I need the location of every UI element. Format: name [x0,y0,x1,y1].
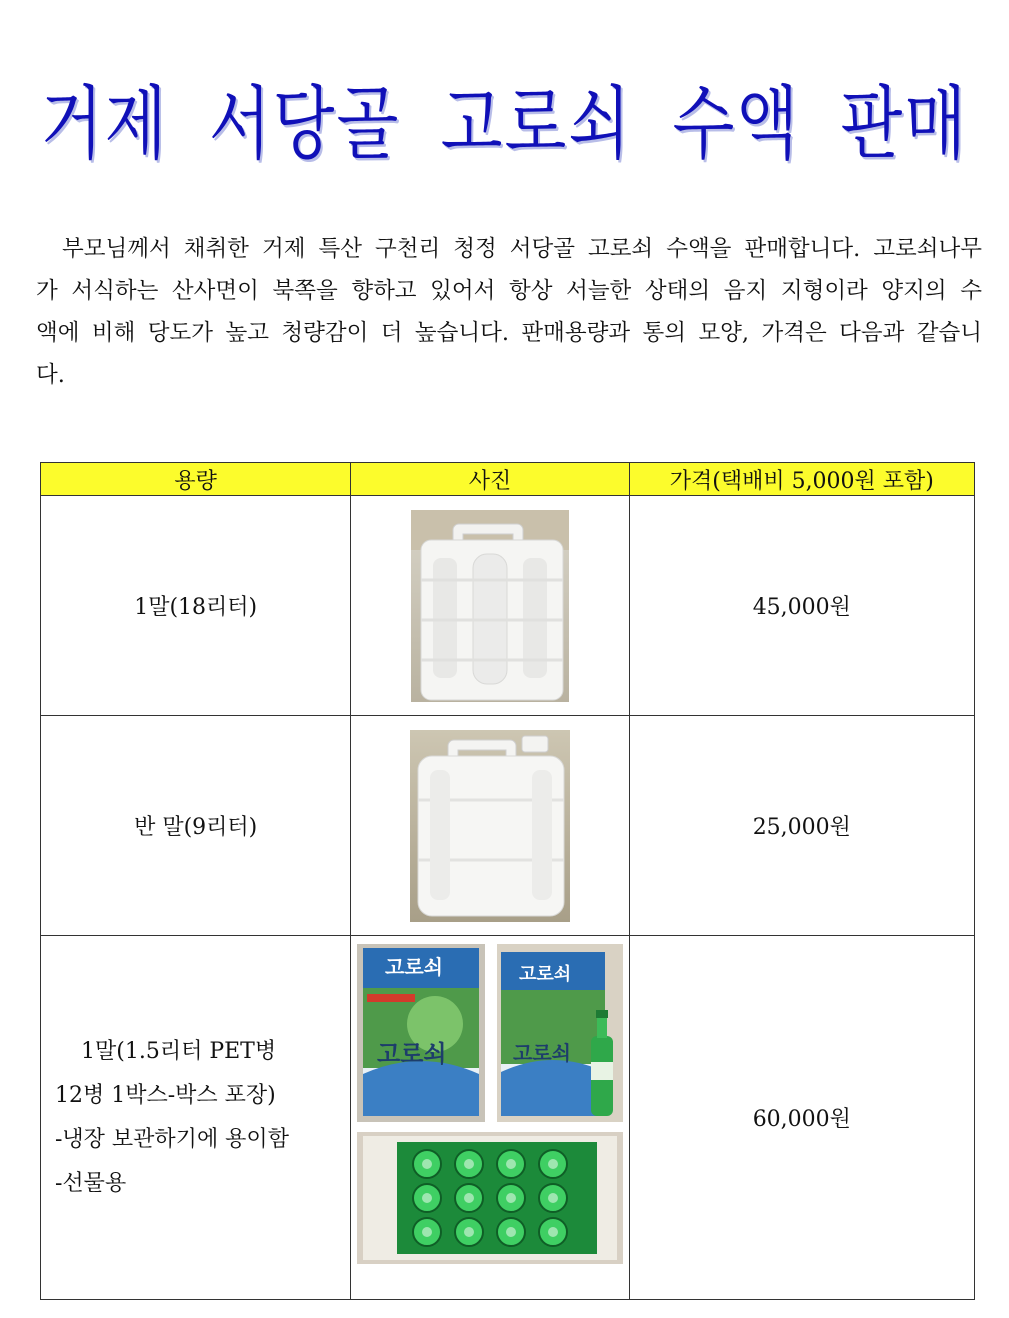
table-row [41,496,975,716]
capacity-cell: 1말(18리터) [41,496,351,716]
box-brand-text: 고로쇠 [384,955,443,979]
capacity-cell: 반 말(9리터) [41,716,351,936]
gift-box-photo-with-bottle [497,944,623,1122]
page-title: 거제 서당골 고로쇠 수액 판매 [40,78,969,172]
price-cell: 25,000원 [629,716,974,936]
gift-box-image [357,944,485,1122]
gift-box-photo-front [357,944,485,1122]
jerrycan-18l-photo [411,510,569,702]
table-row [41,716,975,936]
jerrycan-image [411,510,569,702]
capacity-line: 1말(1.5리터 PET병 [81,1038,277,1064]
header-capacity: 용량 [41,463,351,496]
photo-cell [351,936,629,1300]
box-brand-text-large: 고로쇠 [512,1041,571,1065]
capacity-line: -냉장 보관하기에 용이함 [55,1126,289,1152]
capacity-cell [41,936,351,1300]
price-cell: 60,000원 [629,936,974,1300]
price-cell: 45,000원 [629,496,974,716]
box-brand-text-large: 고로쇠 [376,1040,447,1068]
intro-paragraph: 부모님께서 채취한 거제 특산 구천리 청정 서당골 고로쇠 수액을 판매합니다. 고로쇠나무가 서식하는 산사면이 북쪽을 향하고 있어서 항상 서늘한 상태의 음지 지형이라 양지의 수액에 비해 당도가 높고 청량감이 더 높습니다. 판매용량과 통의 모양, 가격은 다음과 같습니다. [36,236,982,388]
box-brand-text: 고로쇠 [518,964,572,985]
capacity-line: -선물용 [55,1170,127,1196]
table-header-row [41,463,975,496]
table-row [41,936,975,1300]
header-price: 가격(택배비 5,000원 포함) [629,463,974,496]
photo-cell [351,716,629,936]
price-table [40,462,975,1300]
capacity-line: 12병 1박스-박스 포장) [55,1082,276,1108]
photo-cell [351,496,629,716]
open-box-bottles-photo [357,1132,623,1264]
header-photo: 사진 [351,463,629,496]
open-box-image [357,1132,623,1264]
gift-box-bottle-image [497,944,623,1122]
jerrycan-9l-photo [410,730,570,922]
gift-box-photos [357,944,623,1284]
jerrycan-image [410,730,570,922]
